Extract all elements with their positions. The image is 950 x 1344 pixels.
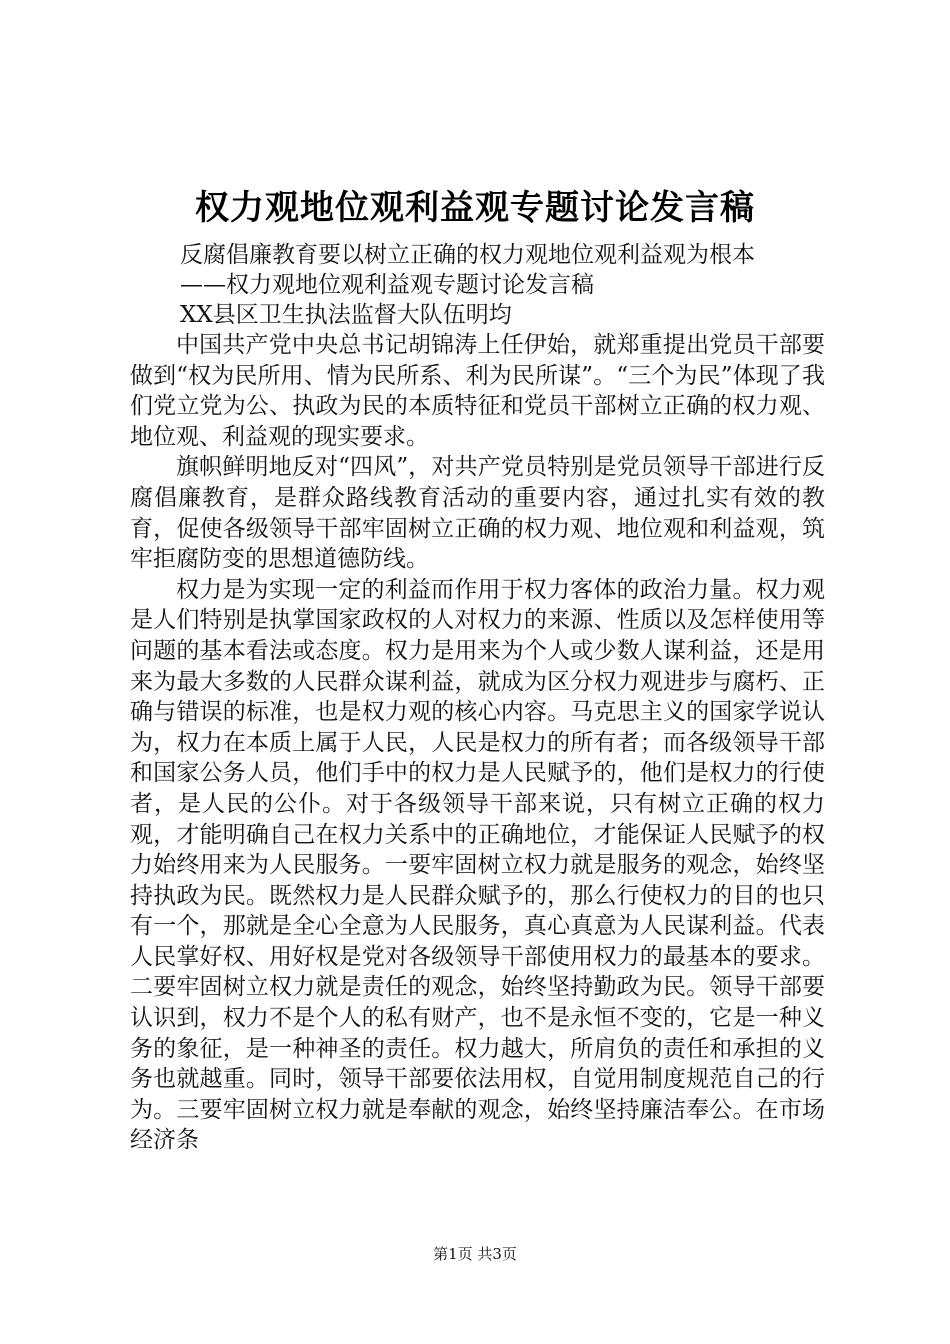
body-text [130, 330, 825, 1156]
page-footer: 第1页 共3页 [433, 1245, 517, 1263]
intro-block [180, 240, 860, 330]
subtitle-line-1: 反腐倡廉教育要以树立正确的权力观地位观利益观为根本 [180, 242, 755, 268]
paragraph: 旗帜鲜明地反对“四风”，对共产党员特别是党员领导干部进行反腐倡廉教育，是群众路线教育活动的重要内容，通过扎实有效的教育，促使各级领导干部牢固树立正确的权力观、地位观和利益观，筑牢拒腐防变的思想道德防线。 [130, 454, 825, 573]
author-line: XX县区卫生执法监督大队伍明均 [180, 302, 512, 328]
paragraph: 中国共产党中央总书记胡锦涛上任伊始，就郑重提出党员干部要做到“权为民所用、情为民所系、利为民所谋”。“三个为民”体现了我们党立党为公、执政为民的本质特征和党员干部树立正确的权力观、地位观、利益观的现实要求。 [130, 332, 825, 450]
subtitle-line-2: ——权力观地位观利益观专题讨论发言稿 [180, 272, 594, 298]
paragraph: 权力是为实现一定的利益而作用于权力客体的政治力量。权力观是人们特别是执掌国家政权的人对权力的来源、性质以及怎样使用等问题的基本看法或态度。权力是用来为个人或少数人谋利益，还是用来为最大多数的人民群众谋利益，就成为区分权力观进步与腐朽、正确与错误的标准，也是权力观的核心内容。马克思主义的国家学说认为，权力在本质上属于人民，人民是权力的所有者；而各级领导干部和国家公务人员，他们手中的权力是人民赋予的，他们是权力的行使者，是人民的公仆。对于各级领导干部来说，只有树立正确的权力观，才能明确自己在权力关系中的正确地位，才能保证人民赋予的权力始终用来为人民服务。一要牢固树立权力就是服务的观念，始终坚持执政为民。既然权力是人民群众赋予的，那么行使权力的目的也只有一个，那就是全心全意为人民服务，真心真意为人民谋利益。代表人民掌好权、用好权是党对各级领导干部使用权力的最基本的要求。二要牢固树立权力就是责任的观念，始终坚持勤政为民。领导干部要认识到，权力不是个人的私有财产，也不是永恒不变的，它是一种义务的象征，是一种神圣的责任。权力越大，所肩负的责任和承担的义务也就越重。同时，领导干部要依法用权，自觉用制度规范自己的行为。三要牢固树立权力就是奉献的观念，始终坚持廉洁奉公。在市场经济条 [130, 576, 825, 1154]
document-title: 权力观地位观利益观专题讨论发言稿 [195, 188, 755, 228]
